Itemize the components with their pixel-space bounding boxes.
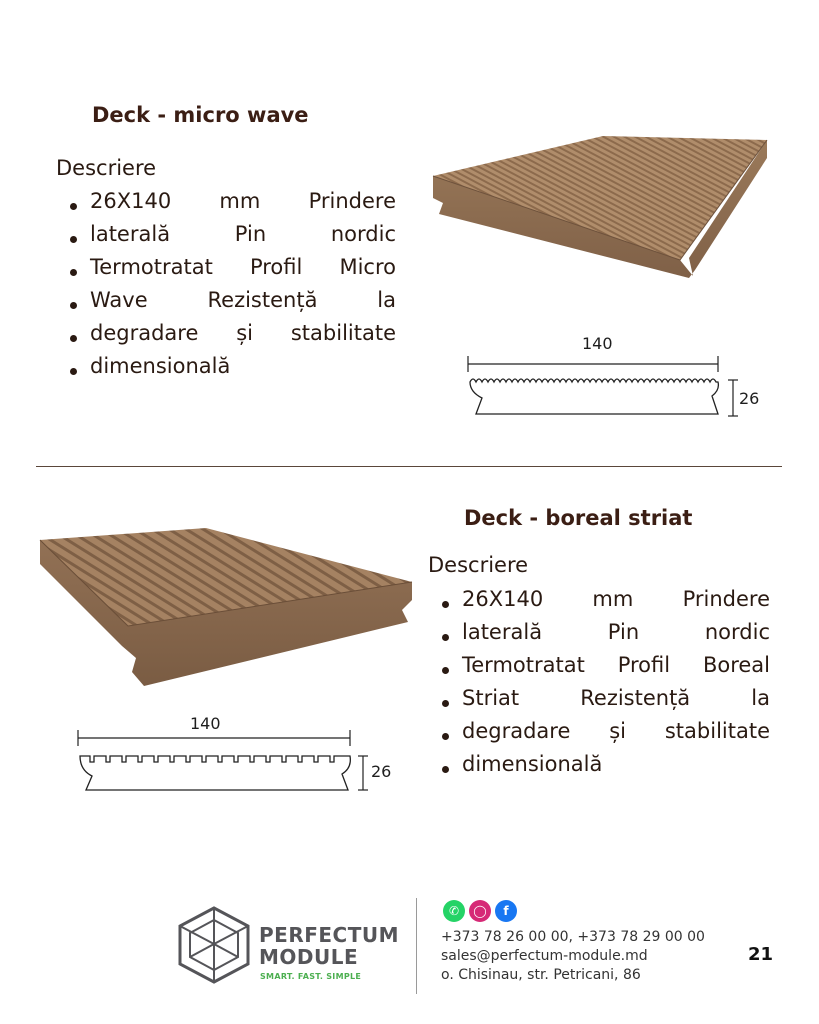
section1-line: 26X140 mm Prindere — [68, 185, 396, 218]
boreal-striat-profile-drawing — [72, 728, 382, 803]
instagram-icon[interactable]: ◯ — [469, 900, 491, 922]
section2-line: Striat Rezistență la — [440, 682, 770, 715]
contact-address: o. Chisinau, str. Petricani, 86 — [441, 967, 641, 983]
section1-line: degradare și stabilitate — [68, 317, 396, 350]
section2-line: Termotratat Profil Boreal — [440, 649, 770, 682]
boreal-striat-width-label: 140 — [190, 714, 221, 733]
section2-title: Deck - boreal striat — [464, 506, 693, 530]
facebook-icon[interactable]: f — [495, 900, 517, 922]
perfectum-module-logo-icon — [178, 906, 250, 984]
contact-info — [441, 928, 705, 985]
brand-line-2: MODULE — [259, 945, 359, 969]
contact-phones: +373 78 26 00 00, +373 78 29 00 00 — [441, 929, 705, 945]
section1-line: dimensională — [68, 350, 396, 383]
section2-line: 26X140 mm Prindere — [440, 583, 770, 616]
section1-description-list — [68, 185, 396, 383]
section1-line: Termotratat Profil Micro — [68, 251, 396, 284]
boreal-striat-plank-image — [36, 522, 421, 692]
contact-email[interactable]: sales@perfectum-module.md — [441, 948, 648, 964]
section1-line: Wave Rezistență la — [68, 284, 396, 317]
section1-description-heading: Descriere — [56, 156, 157, 180]
section1-title: Deck - micro wave — [92, 103, 309, 127]
boreal-striat-height-label: 26 — [371, 762, 392, 781]
footer-divider — [416, 898, 417, 994]
micro-wave-width-label: 140 — [582, 334, 613, 353]
section-divider — [36, 466, 782, 467]
section1-line: laterală Pin nordic — [68, 218, 396, 251]
section2-line: degradare și stabilitate — [440, 715, 770, 748]
section2-description-list — [440, 583, 770, 781]
brand-tagline: SMART. FAST. SIMPLE — [260, 972, 362, 981]
brand-name — [259, 924, 399, 968]
micro-wave-profile-drawing — [462, 350, 772, 425]
micro-wave-plank-image — [425, 128, 775, 278]
whatsapp-icon[interactable]: ✆ — [443, 900, 465, 922]
micro-wave-height-label: 26 — [739, 389, 760, 408]
page-number: 21 — [748, 944, 774, 965]
section2-line: dimensională — [440, 748, 770, 781]
section2-description-heading: Descriere — [428, 553, 529, 577]
brand-line-1: PERFECTUM — [259, 923, 400, 947]
section2-line: laterală Pin nordic — [440, 616, 770, 649]
